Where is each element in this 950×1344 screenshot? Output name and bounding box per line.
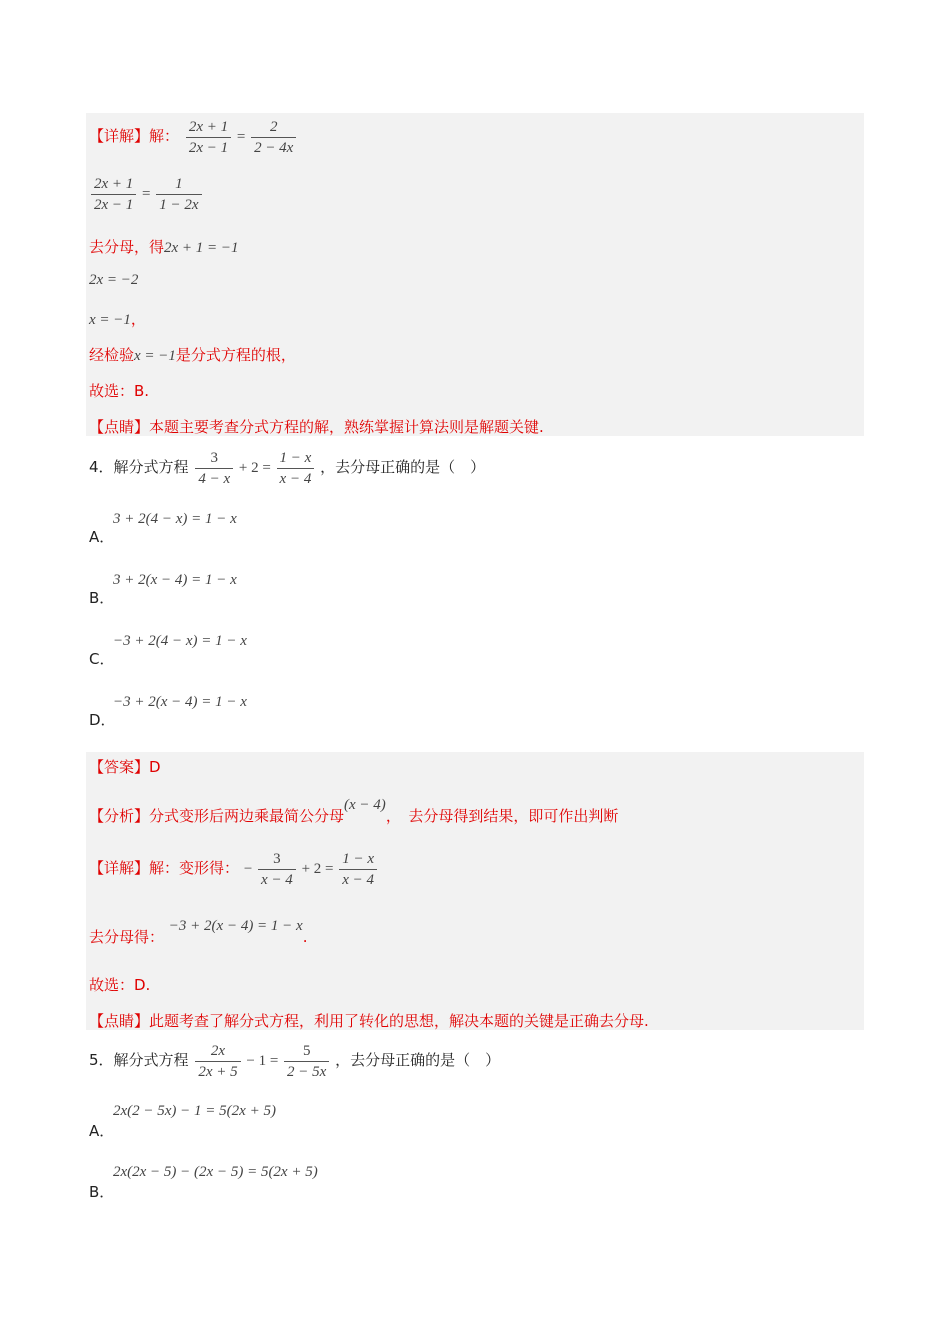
option-d-letter: D． xyxy=(89,711,116,729)
option-c-math: −3 + 2(4 − x) = 1 − x xyxy=(113,633,247,649)
transformed-equation: − $\frac{3}{x - 4}$ + 2 = $\frac{1 - x}{x - 4}$ xyxy=(244,861,379,877)
question-5-equation: $\frac{2x}{2x + 5}$ − 1 = $\frac{5}{2 - 5x}$ xyxy=(193,1053,335,1069)
option-a-math: 3 + 2(4 − x) = 1 − x xyxy=(113,511,237,527)
step-clear-denominator: 去分母，得2x + 1 = −1 xyxy=(89,238,239,256)
analysis-line: 【分析】分式变形后两边乘最简公分母(x − 4)， 去分母得到结果，即可作出判断 xyxy=(89,797,619,825)
point-line-2: 【点睛】此题考查了解分式方程，利用了转化的思想，解决本题的关键是正确去分母. xyxy=(89,1012,649,1030)
option-a-letter: A． xyxy=(89,528,115,546)
answer-line: 【答案】D xyxy=(89,758,161,776)
detail-prefix: 解： xyxy=(149,126,180,145)
step-3: x = −1， xyxy=(89,310,146,328)
solution-block-q3 xyxy=(86,113,864,436)
check-line: 经检验x = −1是分式方程的根， xyxy=(89,346,296,364)
q5-option-a-math: 2x(2 − 5x) − 1 = 5(2x + 5) xyxy=(113,1103,276,1119)
solution-block-q4 xyxy=(86,752,864,1030)
option-b-letter: B． xyxy=(89,589,115,607)
option-d-math: −3 + 2(x − 4) = 1 − x xyxy=(113,694,247,710)
choice-line: 故选：B. xyxy=(89,382,150,400)
equation-2-line xyxy=(89,175,204,214)
clear-line: 去分母得： −3 + 2(x − 4) = 1 − x. xyxy=(89,918,308,946)
step-2: 2x = −2 xyxy=(89,272,139,288)
point-line: 【点睛】本题主要考查分式方程的解，熟练掌握计算法则是解题关键. xyxy=(89,418,544,436)
question-5: 5．解分式方程 $\frac{2x}{2x + 5}$ − 1 = $\frac{5}{2 - 5x}$ ，去分母正确的是（ ） xyxy=(89,1043,501,1080)
detail-line xyxy=(89,118,298,157)
option-b-math: 3 + 2(x − 4) = 1 − x xyxy=(113,572,237,588)
detail-line-2: 【详解】解：变形得： − $\frac{3}{x - 4}$ + 2 = $\frac{1 - x}{x - 4}$ xyxy=(89,850,379,889)
q5-option-b-letter: B． xyxy=(89,1183,115,1201)
equation-2: $\frac{2x + 1}{2x - 1}$ = $\frac{1}{1 - 2x}$ xyxy=(89,186,204,202)
question-4: 4．解分式方程 $\frac{3}{4 - x}$ + 2 = $\frac{1 - x}{x - 4}$ ，去分母正确的是（ ） xyxy=(89,450,486,487)
equation-1: $\frac{2x + 1}{2x - 1}$ = $\frac{2}{2 - 4x}$ xyxy=(184,129,299,145)
detail-tag: 【详解】 xyxy=(89,126,150,145)
q5-option-b-math: 2x(2x − 5) − (2x − 5) = 5(2x + 5) xyxy=(113,1164,318,1180)
q5-option-a-letter: A． xyxy=(89,1122,115,1140)
option-c-letter: C． xyxy=(89,650,115,668)
choice-line-2: 故选：D. xyxy=(89,976,151,994)
question-4-equation: $\frac{3}{4 - x}$ + 2 = $\frac{1 - x}{x - 4}$ xyxy=(193,460,320,476)
